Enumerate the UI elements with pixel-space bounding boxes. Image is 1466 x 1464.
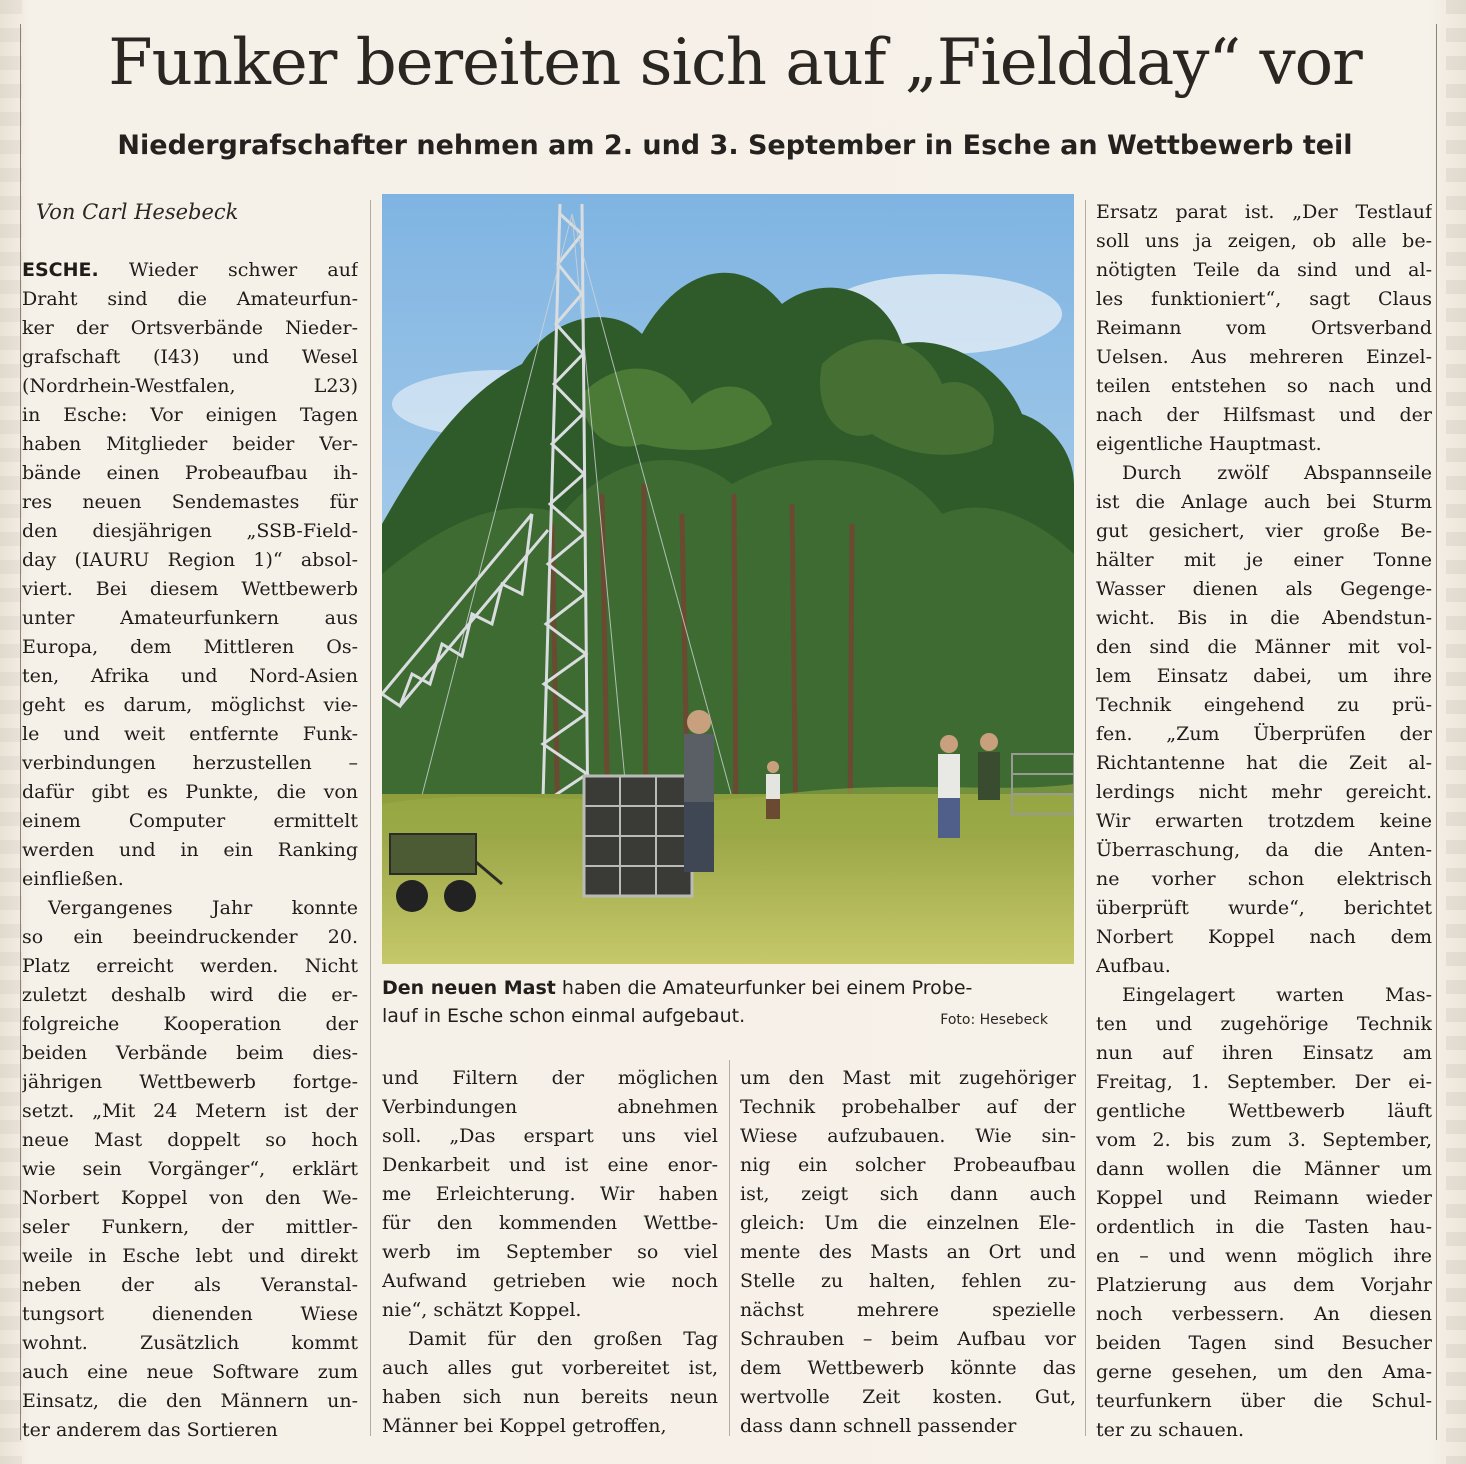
article-line: wohnt. Zusätzlich kommt [22, 1332, 358, 1354]
article-line: überprüft wurde“, berichtet [1096, 897, 1432, 919]
article-line: les funktioniert“, sagt Claus [1096, 288, 1432, 310]
column-rule-right [1436, 24, 1437, 1440]
article-line: unter Amateurfunkern aus [22, 607, 358, 629]
article-line: Wir erwarten trotzdem keine [1096, 810, 1432, 832]
article-line: werb im September so viel [382, 1241, 718, 1263]
article-line: day (IAURU Region 1)“ absol- [22, 549, 358, 571]
article-line [22, 256, 358, 285]
article-line: nig ein solcher Probeaufbau [740, 1154, 1076, 1176]
article-line: um den Mast mit zugehöriger [740, 1067, 1076, 1089]
article-line: tungsort dienenden Wiese [22, 1303, 358, 1325]
dateline: ESCHE. [22, 259, 99, 281]
article-column-4 [1096, 198, 1432, 1445]
article-line: Freitag, 1. September. Der ei- [1096, 1071, 1432, 1093]
article-line: Norbert Koppel nach dem [1096, 926, 1432, 948]
article-line-text: Wieder schwer auf [128, 259, 358, 281]
article-line: Europa, dem Mittleren Os- [22, 636, 358, 658]
article-line: gleich: Um die einzelnen Ele- [740, 1212, 1076, 1234]
article-line: gut gesichert, vier große Be- [1096, 520, 1432, 542]
article-line: werden und in ein Ranking [22, 839, 358, 861]
article-line: grafschaft (I43) und Wesel [22, 346, 358, 368]
article-line: einem Computer ermittelt [22, 810, 358, 832]
article-line: nie“, schätzt Koppel. [382, 1299, 582, 1321]
article-line: teurfunkern über die Schul- [1096, 1390, 1432, 1412]
article-line: Vergangenes Jahr konnte [48, 897, 358, 919]
article-line: setzt. „Mit 24 Metern ist der [22, 1100, 358, 1122]
article-line: Technik eingehend zu prü- [1096, 694, 1432, 716]
article-line: soll uns ja zeigen, ob alle be- [1096, 230, 1432, 252]
article-line: mente des Masts an Ort und [740, 1241, 1076, 1263]
article-photo [382, 194, 1074, 964]
article-line: hälter mit je einer Tonne [1096, 549, 1432, 571]
article-line: für den kommenden Wettbe- [382, 1212, 718, 1234]
article-line: nach der Hilfsmast und der [1096, 404, 1432, 426]
article-line: Damit für den großen Tag [408, 1328, 718, 1350]
article-line: nächst mehrere spezielle [740, 1299, 1076, 1321]
adjacent-column-bleed-right [1446, 0, 1466, 1464]
article-line: Platzierung aus dem Vorjahr [1096, 1274, 1432, 1296]
article-line: gentliche Wettbewerb läuft [1096, 1100, 1432, 1122]
article-line: ten, Afrika und Nord-Asien [22, 665, 358, 687]
article-line: Verbindungen abnehmen [382, 1096, 718, 1118]
article-line: Einsatz, die den Männern un- [22, 1390, 358, 1412]
article-line: lerdings nicht mehr gereicht. [1096, 781, 1432, 803]
article-line: Ersatz parat ist. „Der Testlauf [1096, 201, 1432, 223]
article-line: Reimann vom Ortsverband [1096, 317, 1432, 339]
article-line: Eingelagert warten Mas- [1122, 984, 1432, 1006]
caption-lead: Den neuen Mast [382, 977, 556, 999]
article-line: Überraschung, da die Anten- [1096, 839, 1432, 861]
article-line: in Esche: Vor einigen Tagen [22, 404, 358, 426]
caption-line-1-rest: haben die Amateurfunker bei einem Probe- [555, 977, 973, 999]
article-line: dann wollen die Männer um [1096, 1158, 1432, 1180]
article-line: en – und wenn möglich ihre [1096, 1245, 1432, 1267]
article-column-2 [382, 1064, 718, 1441]
article-line: geht es darum, möglichst vie- [22, 694, 358, 716]
article-line: und Filtern der möglichen [382, 1067, 718, 1089]
article-line: seler Funkern, der mittler- [22, 1216, 358, 1238]
article-line: wicht. Bis in die Abendstun- [1096, 607, 1432, 629]
article-line: vom 2. bis zum 3. September, [1096, 1129, 1432, 1151]
article-line: noch verbessern. An diesen [1096, 1303, 1432, 1325]
article-line: ordentlich in die Tasten hau- [1096, 1216, 1432, 1238]
article-line: Richtantenne hat die Zeit al- [1096, 752, 1432, 774]
article-line: (Nordrhein-Westfalen, L23) [22, 375, 358, 397]
article-line: Technik probehalber auf der [740, 1096, 1076, 1118]
article-line: Stelle zu halten, fehlen zu- [740, 1270, 1076, 1292]
article-line: weile in Esche lebt und direkt [22, 1245, 358, 1267]
article-line: Männer bei Koppel getroffen, [382, 1415, 667, 1437]
article-line: Schrauben – beim Aufbau vor [740, 1328, 1076, 1350]
article-line: ne vorher schon elektrisch [1096, 868, 1432, 890]
article-column-1 [22, 256, 358, 1445]
article-line: nötigten Teile da sind und al- [1096, 259, 1432, 281]
article-line: Platz erreicht werden. Nicht [22, 955, 358, 977]
article-line: Denkarbeit und ist eine enor- [382, 1154, 718, 1176]
article-line: wertvolle Zeit kosten. Gut, [740, 1386, 1076, 1408]
article-line: beiden Tagen sind Besucher [1096, 1332, 1432, 1354]
article-line: zuletzt deshalb wird die er- [22, 984, 358, 1006]
byline: Von Carl Hesebeck [36, 200, 239, 224]
subheadline: Niedergrafschafter nehmen am 2. und 3. September in Esche an Wettbewerb teil [117, 130, 1353, 161]
article-line: nun auf ihren Einsatz am [1096, 1042, 1432, 1064]
article-line: beiden Verbände beim dies- [22, 1042, 358, 1064]
article-line: Wiese aufzubauen. Wie sin- [740, 1125, 1076, 1147]
article-line: einfließen. [22, 868, 124, 890]
article-line: viert. Bei diesem Wettbewerb [22, 578, 358, 600]
article-line: dem Wettbewerb könnte das [740, 1357, 1076, 1379]
article-line: wie sein Vorgänger“, erklärt [22, 1158, 358, 1180]
article-line: folgreiche Kooperation der [22, 1013, 358, 1035]
article-line: ten und zugehörige Technik [1096, 1013, 1432, 1035]
article-line: Koppel und Reimann wieder [1096, 1187, 1432, 1209]
article-line: Norbert Koppel von den We- [22, 1187, 358, 1209]
article-line: jährigen Wettbewerb fortge- [22, 1071, 358, 1093]
article-line: teilen entstehen so nach und [1096, 375, 1432, 397]
photo-credit: Foto: Hesebeck [940, 1012, 1048, 1028]
article-line: neue Mast doppelt so hoch [22, 1129, 358, 1151]
article-line: Aufbau. [1096, 955, 1171, 977]
article-line: bände einen Probeaufbau ih- [22, 462, 358, 484]
article-line: gerne gesehen, um den Ama- [1096, 1361, 1432, 1383]
article-line: haben sich nun bereits neun [382, 1386, 718, 1408]
adjacent-column-bleed-left [0, 0, 22, 1464]
article-line: res neuen Sendemastes für [22, 491, 358, 513]
article-line: soll. „Das erspart uns viel [382, 1125, 718, 1147]
article-line: ist die Anlage auch bei Sturm [1096, 491, 1432, 513]
article-line: fen. „Zum Überprüfen der [1096, 723, 1432, 745]
caption-line-2: lauf in Esche schon einmal aufgebaut. [382, 1005, 746, 1027]
article-line: auch alles gut vorbereitet ist, [382, 1357, 718, 1379]
article-line: Durch zwölf Abspannseile [1122, 462, 1432, 484]
column-rule-left [20, 24, 21, 1440]
article-line: den sind die Männer mit vol- [1096, 636, 1432, 658]
article-line: dass dann schnell passender [740, 1415, 1017, 1437]
article-line: Draht sind die Amateurfun- [22, 288, 358, 310]
headline: Funker bereiten sich auf „Fieldday“ vor [108, 26, 1362, 100]
article-line: le und weit entfernte Funk- [22, 723, 358, 745]
article-line: haben Mitglieder beider Ver- [22, 433, 358, 455]
article-line: dafür gibt es Punkte, die von [22, 781, 358, 803]
column-rule-inner-3 [1085, 200, 1086, 1436]
article-line: ist, zeigt sich dann auch [740, 1183, 1076, 1205]
article-line: ker der Ortsverbände Nieder- [22, 317, 358, 339]
article-line: auch eine neue Software zum [22, 1361, 358, 1383]
article-line: neben der als Veranstal- [22, 1274, 358, 1296]
caption-line-1 [382, 974, 1048, 1002]
article-line: eigentliche Hauptmast. [1096, 433, 1322, 455]
article-line: Aufwand getrieben wie noch [382, 1270, 718, 1292]
article-line: Uelsen. Aus mehreren Einzel- [1096, 346, 1432, 368]
column-rule-inner-1 [370, 200, 371, 1436]
article-line: den diesjährigen „SSB-Field- [22, 520, 358, 542]
article-line: ter anderem das Sortieren [22, 1419, 278, 1441]
article-line: so ein beeindruckender 20. [22, 926, 358, 948]
article-line: me Erleichterung. Wir haben [382, 1183, 718, 1205]
article-line: verbindungen herzustellen – [22, 752, 358, 774]
article-line: ter zu schauen. [1096, 1419, 1245, 1441]
article-column-3 [740, 1064, 1076, 1441]
radio-mast-photo [382, 194, 1074, 964]
article-line: lem Einsatz dabei, um ihre [1096, 665, 1432, 687]
column-rule-inner-2 [729, 1060, 730, 1436]
article-line: Wasser dienen als Gegenge- [1096, 578, 1432, 600]
